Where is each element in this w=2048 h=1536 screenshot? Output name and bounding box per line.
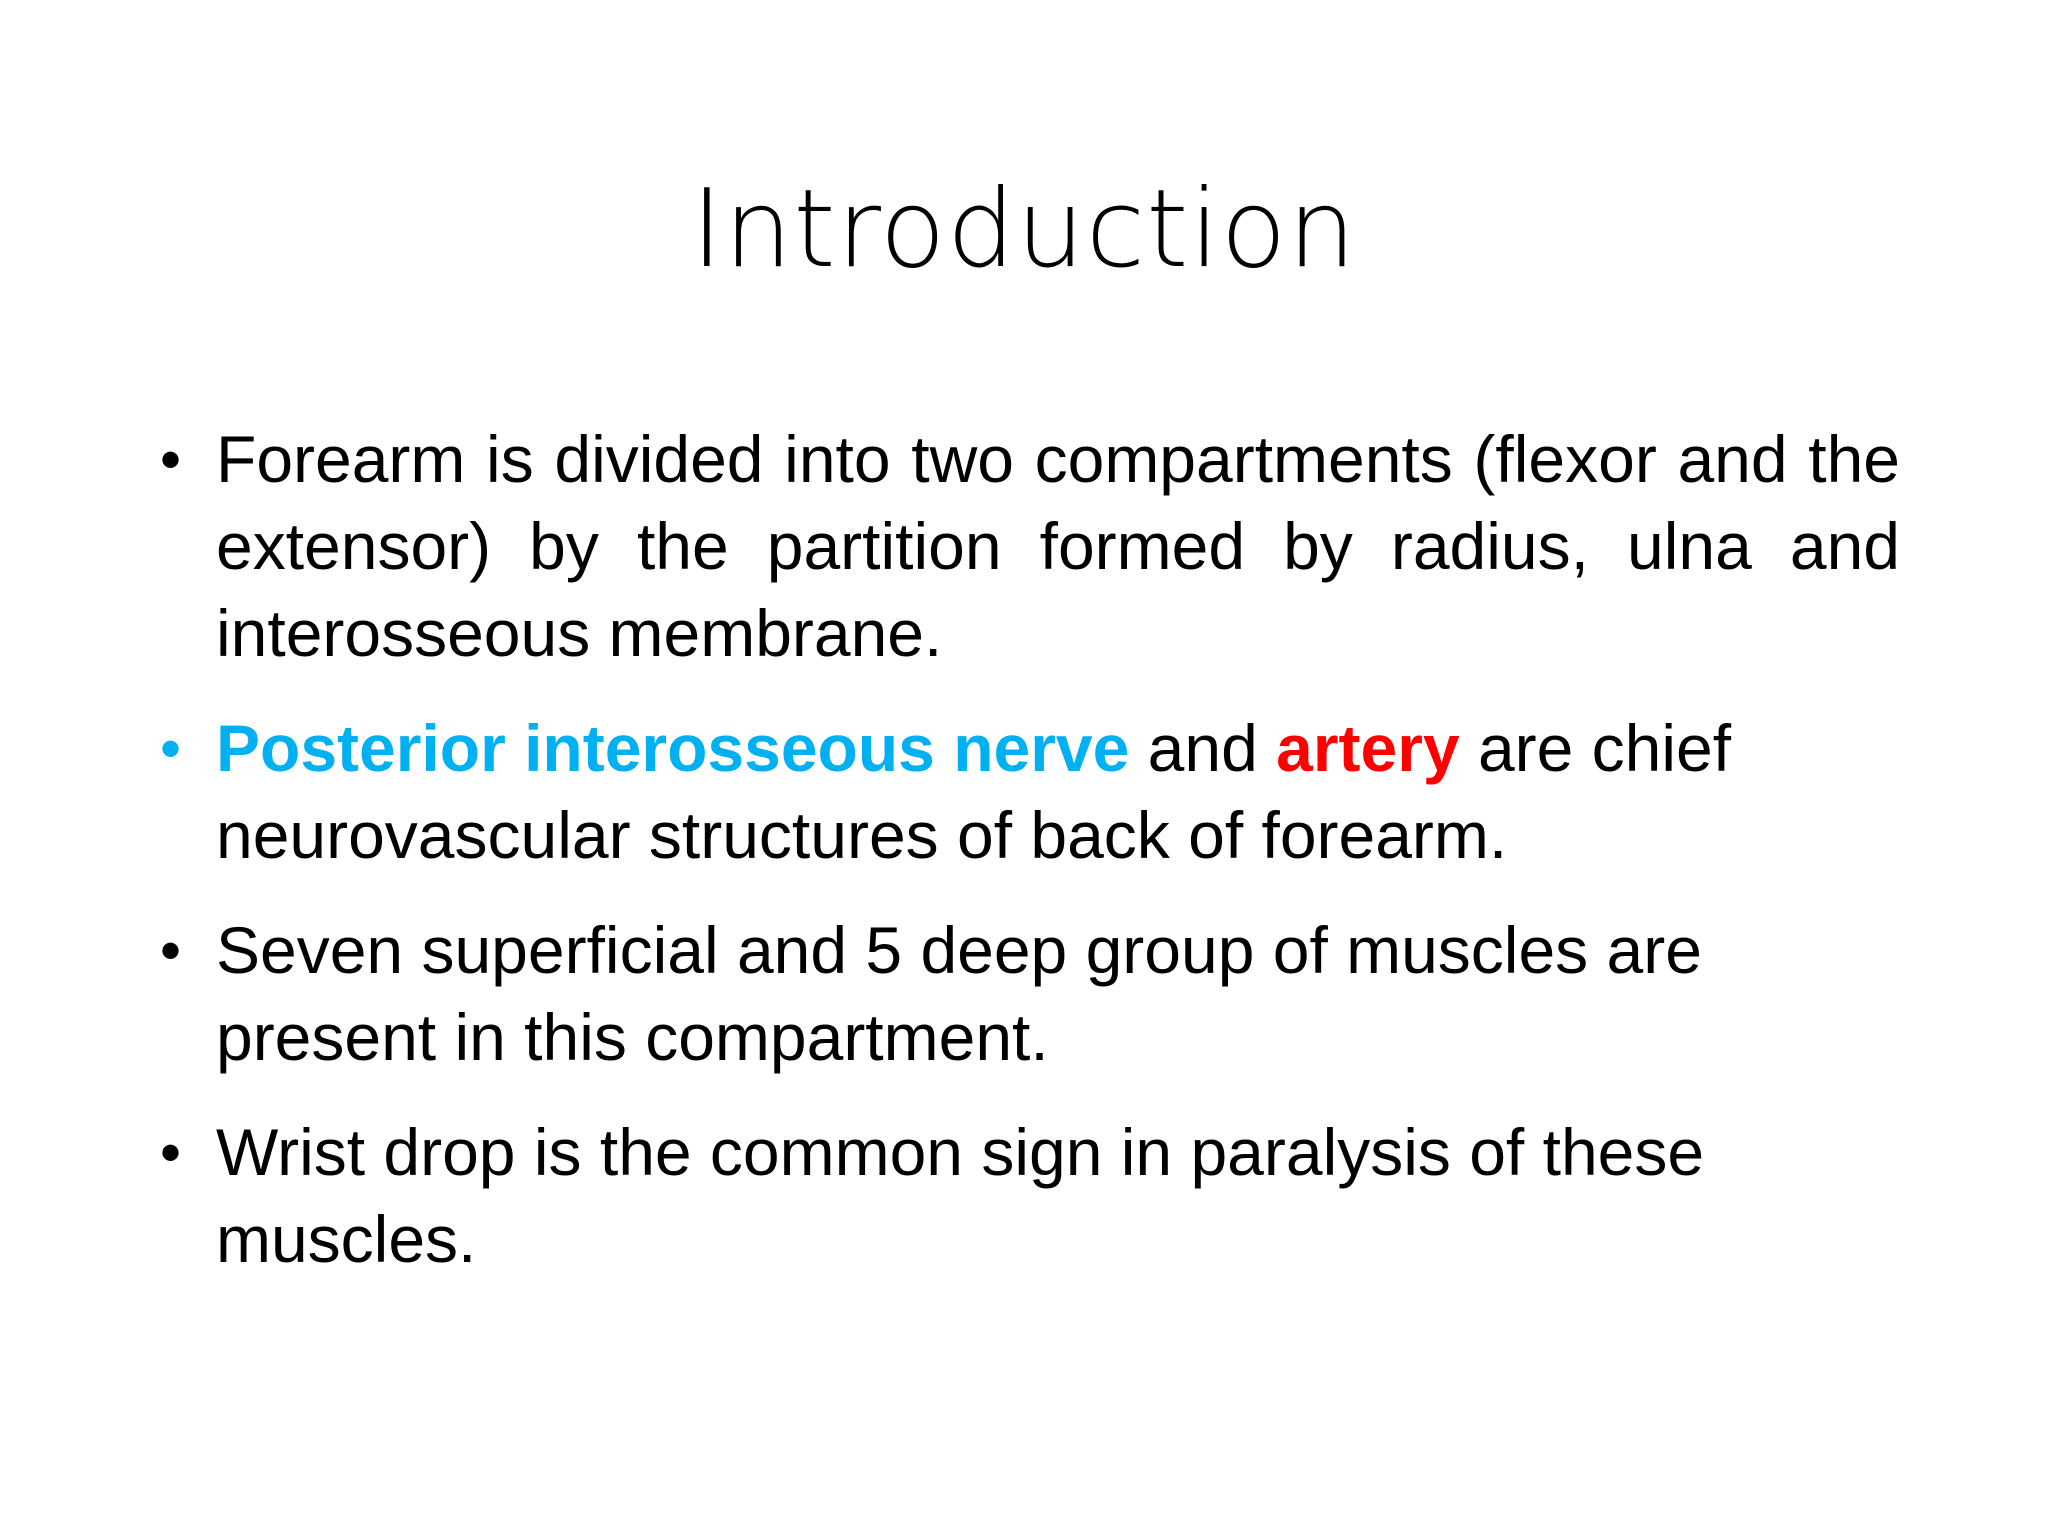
highlight-nerve: Posterior interosseous nerve: [216, 711, 1130, 785]
bullet-item: [160, 416, 1900, 677]
bullet-text: Seven superficial and 5 deep group of muscles are present in this compartment.: [216, 913, 1702, 1074]
slide-title: Introduction: [690, 167, 1357, 292]
bullet-text: are chief neurovascular structures of back of forearm.: [216, 711, 1732, 872]
bullet-dot: •: [160, 426, 182, 493]
bullet-item: [160, 907, 1900, 1081]
bullet-dot: •: [160, 1119, 182, 1186]
bullet-text-connector: and: [1129, 711, 1277, 785]
bullet-text: Wrist drop is the common sign in paralysis of these muscles.: [216, 1115, 1705, 1276]
bullet-dot: •: [160, 917, 182, 984]
bullet-dot: •: [160, 715, 182, 782]
highlight-artery: artery: [1276, 711, 1460, 785]
bullet-list: [160, 416, 1900, 1311]
bullet-item: [160, 705, 1900, 879]
bullet-text: Forearm is divided into two compartments (flexor and the extensor) by the partition formed by radius, ulna and interosseous membrane.: [216, 422, 1900, 670]
bullet-item: [160, 1109, 1900, 1283]
